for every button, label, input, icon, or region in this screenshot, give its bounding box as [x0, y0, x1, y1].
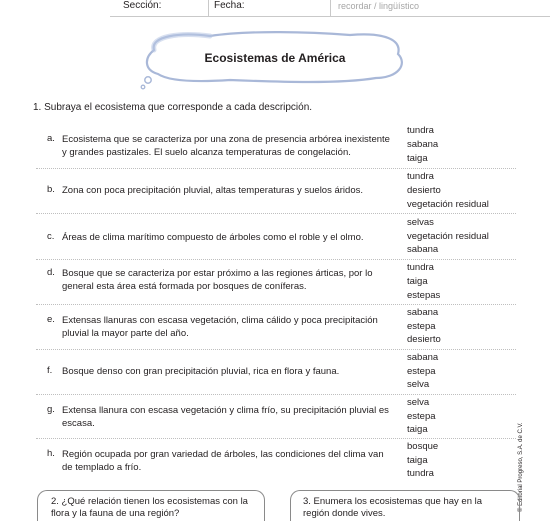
skill-note: recordar / lingüístico — [338, 1, 420, 11]
item-description: Región ocupada por gran variedad de árboles, las condiciones del clima van de templado a frío. — [62, 449, 384, 473]
option-tundra[interactable]: tundra — [407, 171, 434, 182]
fecha-label: Fecha: — [214, 0, 245, 11]
row-divider — [36, 349, 516, 350]
option-taiga[interactable]: taiga — [407, 455, 428, 466]
option-sabana[interactable]: sabana — [407, 139, 439, 150]
option-vegetacion-residual[interactable]: vegetación residual — [407, 199, 489, 210]
item-description: Extensa llanura con escasa vegetación y clima frío, su precipitación pluvial es escasa. — [62, 405, 389, 429]
item-description: Áreas de clima marítimo compuesto de árboles como el roble y el olmo. — [62, 232, 364, 243]
option-vegetacion-residual[interactable]: vegetación residual — [407, 231, 489, 242]
header-divider — [330, 0, 331, 16]
option-sabana[interactable]: sabana — [407, 352, 439, 363]
item-description: Bosque que se caracteriza por estar próximo a las regiones árticas, por lo general esta área está formada por bosques de coníferas. — [62, 268, 373, 292]
item-description: Bosque denso con gran precipitación pluvial, rica en flora y fauna. — [62, 366, 340, 377]
question-3-text: 3. Enumera los ecosistemas que hay en la región donde vives. — [303, 496, 483, 519]
header-divider — [208, 0, 209, 16]
side-credit: © Editorial Progreso, S.A. de C.V. — [518, 422, 524, 512]
option-desierto[interactable]: desierto — [407, 185, 441, 196]
option-taiga[interactable]: taiga — [407, 424, 428, 435]
seccion-label: Sección: — [123, 0, 162, 11]
row-divider — [36, 168, 516, 169]
option-sabana[interactable]: sabana — [407, 307, 439, 318]
option-bosque[interactable]: bosque — [407, 441, 439, 452]
option-sabana[interactable]: sabana — [407, 244, 439, 255]
item-letter: e. — [47, 314, 55, 325]
question-1-prompt: 1. Subraya el ecosistema que corresponde a cada descripción. — [33, 102, 313, 113]
row-divider — [36, 394, 516, 395]
item-letter: g. — [47, 404, 55, 415]
option-selva[interactable]: selva — [407, 379, 430, 390]
item-letter: a. — [47, 133, 55, 144]
option-selvas[interactable]: selvas — [407, 217, 434, 228]
option-estepa[interactable]: estepa — [407, 411, 436, 422]
item-description: Extensas llanuras con escasa vegetación, clima cálido y poca precipitación pluvial la mayor parte del año. — [62, 315, 378, 339]
row-divider — [36, 259, 516, 260]
item-letter: f. — [47, 365, 53, 376]
option-tundra[interactable]: tundra — [407, 262, 434, 273]
item-description: Zona con poca precipitación pluvial, altas temperaturas y suelos áridos. — [62, 185, 363, 196]
option-estepas[interactable]: estepas — [407, 290, 441, 301]
option-taiga[interactable]: taiga — [407, 276, 428, 287]
option-estepa[interactable]: estepa — [407, 366, 436, 377]
item-letter: c. — [47, 231, 55, 242]
page-title: Ecosistemas de América — [204, 51, 346, 65]
question-2-text: 2. ¿Qué relación tienen los ecosistemas con la flora y la fauna de una región? — [51, 496, 248, 519]
item-letter: h. — [47, 448, 55, 459]
option-estepa[interactable]: estepa — [407, 321, 436, 332]
row-divider — [36, 304, 516, 305]
option-tundra[interactable]: tundra — [407, 468, 434, 479]
item-letter: d. — [47, 267, 55, 278]
option-desierto[interactable]: desierto — [407, 334, 441, 345]
row-divider — [36, 438, 516, 439]
option-tundra[interactable]: tundra — [407, 125, 434, 136]
option-taiga[interactable]: taiga — [407, 153, 428, 164]
row-divider — [36, 213, 516, 214]
item-letter: b. — [47, 184, 55, 195]
option-selva[interactable]: selva — [407, 397, 430, 408]
header-row — [110, 0, 550, 17]
item-description: Ecosistema que se caracteriza por una zona de presencia arbórea inexistente y grandes pastizales. El suelo alcanza temperaturas de congelación. — [62, 134, 390, 158]
